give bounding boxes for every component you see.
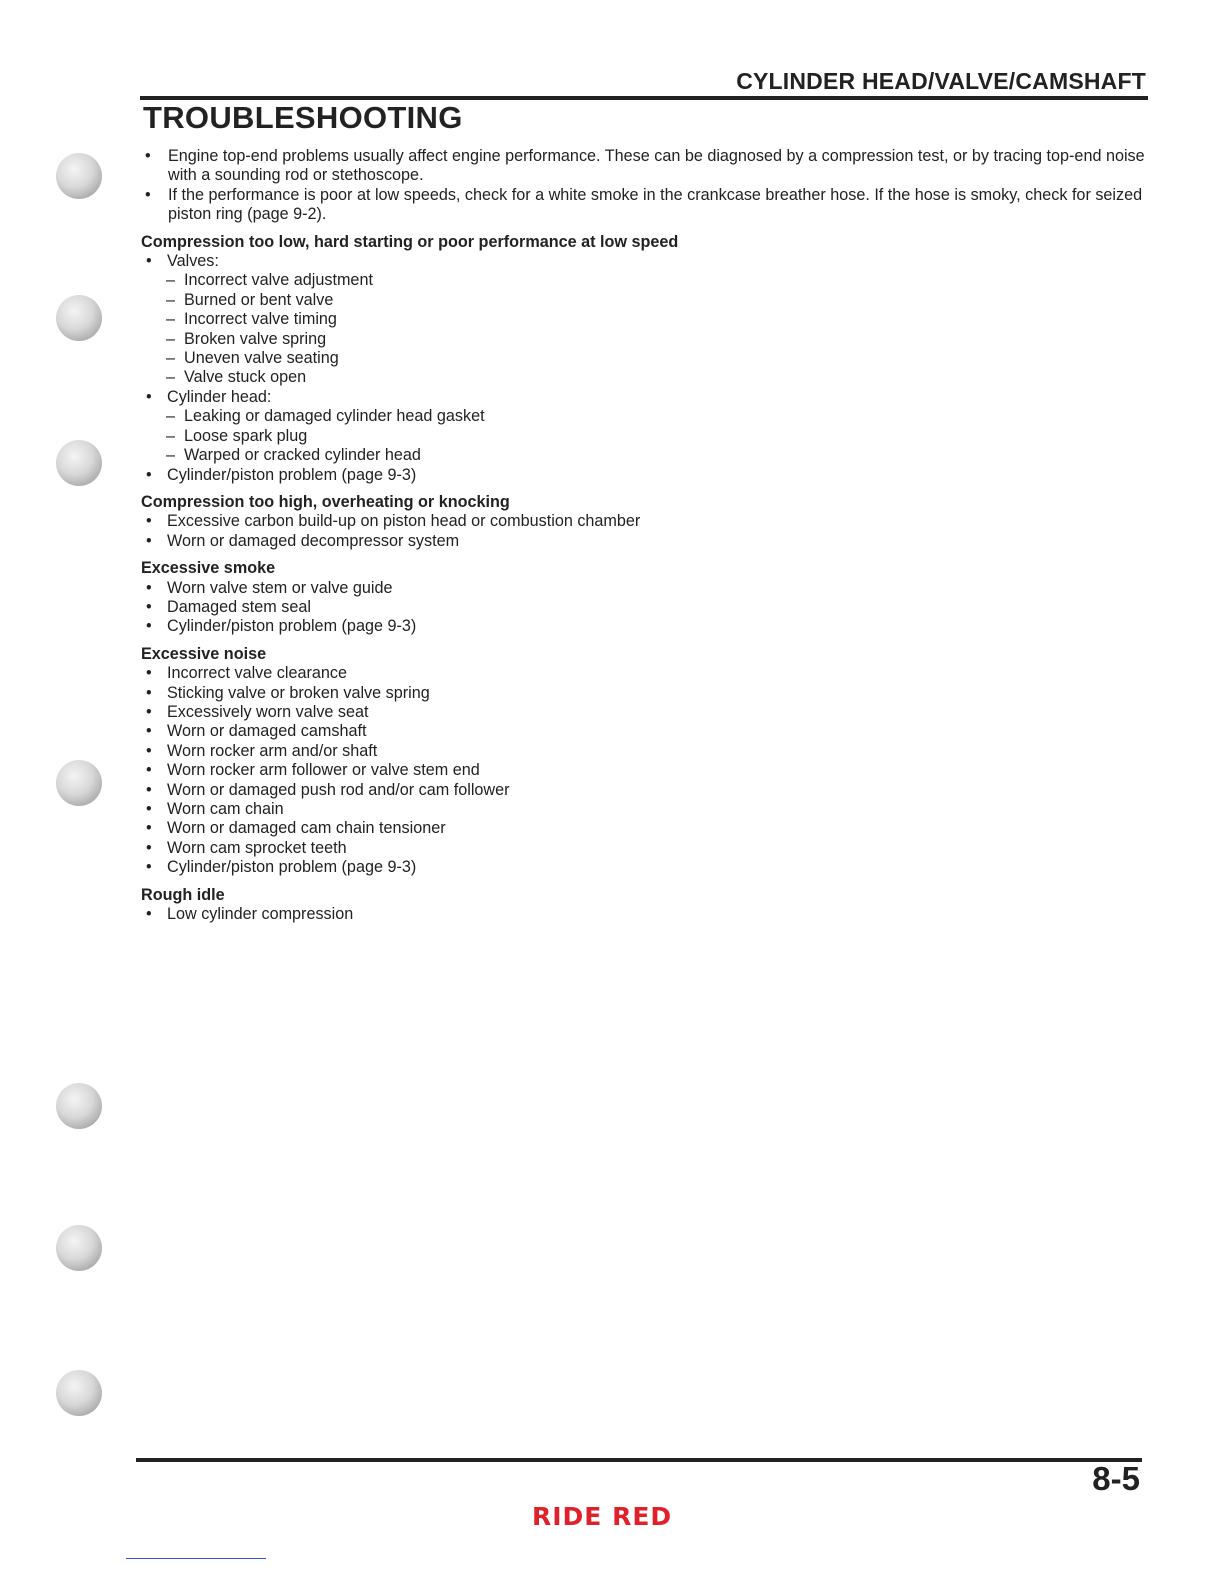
symptom-group bbox=[141, 233, 1151, 485]
binder-hole-6 bbox=[56, 1225, 102, 1271]
sub-cause-list bbox=[141, 271, 1151, 387]
cause-text: Worn or damaged decompressor system bbox=[167, 531, 460, 550]
cause-item bbox=[141, 905, 1151, 924]
cause-item bbox=[141, 858, 1151, 877]
footer-divider bbox=[136, 1458, 1142, 1462]
cause-item bbox=[141, 722, 1151, 741]
sub-cause-item: – Leaking or damaged cylinder head gasket bbox=[141, 407, 1151, 426]
cause-list bbox=[141, 252, 1151, 485]
symptom-group bbox=[141, 559, 1151, 637]
cause-item bbox=[141, 388, 1151, 407]
cause-list bbox=[141, 579, 1151, 637]
cause-item bbox=[141, 579, 1151, 598]
cause-text: Worn or damaged cam chain tensioner bbox=[167, 819, 446, 838]
intro-item: • If the performance is poor at low speeds, check for a white smoke in the crankcase breather hose. If the hose is smoky, check for seized piston ring (page 9-2). bbox=[141, 186, 1151, 225]
cause-item bbox=[141, 466, 1151, 485]
binder-hole-4 bbox=[56, 760, 102, 806]
cause-text: Worn or damaged camshaft bbox=[167, 722, 367, 741]
cause-text: Excessive carbon build-up on piston head or combustion chamber bbox=[167, 512, 641, 531]
cause-item bbox=[141, 532, 1151, 551]
cause-text: Worn cam chain bbox=[167, 800, 284, 818]
symptom-heading: Excessive noise bbox=[141, 644, 267, 663]
page-number: 8-5 bbox=[1092, 1460, 1140, 1497]
symptom-heading: Rough idle bbox=[141, 885, 225, 904]
cause-text: Low cylinder compression bbox=[167, 905, 354, 924]
cause-item bbox=[141, 703, 1151, 722]
cause-item bbox=[141, 742, 1151, 761]
symptom-heading: Excessive smoke bbox=[141, 559, 276, 578]
cause-item bbox=[141, 252, 1151, 271]
cause-item bbox=[141, 664, 1151, 683]
sub-cause-wrapper bbox=[141, 407, 1151, 465]
symptom-group bbox=[141, 645, 1151, 878]
cause-text: Sticking valve or broken valve spring bbox=[167, 683, 430, 702]
cause-text: Worn rocker arm and/or shaft bbox=[167, 741, 378, 760]
cause-text: Worn rocker arm follower or valve stem end bbox=[167, 761, 480, 780]
sub-cause-item: – Incorrect valve adjustment bbox=[141, 271, 1151, 290]
binder-hole-5 bbox=[56, 1083, 102, 1129]
intro-item: • Engine top-end problems usually affect engine performance. These can be diagnosed by a compression test, or by tracing top-end noise with a sounding rod or stethoscope. bbox=[141, 147, 1151, 186]
cause-list bbox=[141, 664, 1151, 877]
cause-text: Incorrect valve clearance bbox=[167, 664, 347, 683]
cause-text: Cylinder/piston problem (page 9-3) bbox=[167, 465, 417, 484]
sub-cause-item: – Loose spark plug bbox=[141, 427, 1151, 446]
cause-item bbox=[141, 800, 1151, 819]
symptom-group bbox=[141, 493, 1151, 551]
cause-text: Cylinder/piston problem (page 9-3) bbox=[167, 617, 417, 636]
cause-text: Cylinder/piston problem (page 9-3) bbox=[167, 858, 417, 877]
cause-item bbox=[141, 761, 1151, 780]
cause-text: Cylinder head: bbox=[167, 387, 272, 406]
sub-cause-item: – Uneven valve seating bbox=[141, 349, 1151, 368]
intro-list bbox=[141, 147, 1151, 225]
sub-cause-item: – Broken valve spring bbox=[141, 330, 1151, 349]
cause-item bbox=[141, 512, 1151, 531]
section-title: TROUBLESHOOTING bbox=[143, 100, 463, 135]
sub-cause-item: – Warped or cracked cylinder head bbox=[141, 446, 1151, 465]
cause-list bbox=[141, 905, 1151, 924]
symptom-group bbox=[141, 886, 1151, 925]
brand-logo: RIDE RED bbox=[532, 1502, 673, 1531]
sub-cause-wrapper bbox=[141, 271, 1151, 387]
troubleshooting-content bbox=[141, 147, 1151, 932]
cause-item bbox=[141, 598, 1151, 617]
binder-hole-1 bbox=[56, 153, 102, 199]
binder-hole-3 bbox=[56, 440, 102, 486]
cause-text: Worn cam sprocket teeth bbox=[167, 838, 347, 857]
cause-item bbox=[141, 617, 1151, 636]
bottom-edge-line bbox=[126, 1558, 266, 1559]
symptom-heading: Compression too low, hard starting or poor performance at low speed bbox=[141, 232, 679, 251]
cause-text: Valves: bbox=[167, 252, 219, 271]
cause-item bbox=[141, 684, 1151, 703]
cause-text: Worn or damaged push rod and/or cam follower bbox=[167, 780, 510, 799]
cause-item bbox=[141, 781, 1151, 800]
cause-text: Damaged stem seal bbox=[167, 597, 311, 616]
symptom-heading: Compression too high, overheating or knocking bbox=[141, 492, 510, 511]
cause-text: Worn valve stem or valve guide bbox=[167, 578, 393, 597]
sub-cause-item: – Valve stuck open bbox=[141, 368, 1151, 387]
cause-item bbox=[141, 839, 1151, 858]
sub-cause-item: – Burned or bent valve bbox=[141, 291, 1151, 310]
cause-list bbox=[141, 512, 1151, 551]
cause-text: Excessively worn valve seat bbox=[167, 702, 369, 721]
symptom-groups bbox=[141, 233, 1151, 925]
chapter-title: CYLINDER HEAD/VALVE/CAMSHAFT bbox=[736, 68, 1146, 94]
binder-hole-2 bbox=[56, 295, 102, 341]
binder-hole-7 bbox=[56, 1370, 102, 1416]
cause-item bbox=[141, 819, 1151, 838]
sub-cause-list bbox=[141, 407, 1151, 465]
sub-cause-item: – Incorrect valve timing bbox=[141, 310, 1151, 329]
